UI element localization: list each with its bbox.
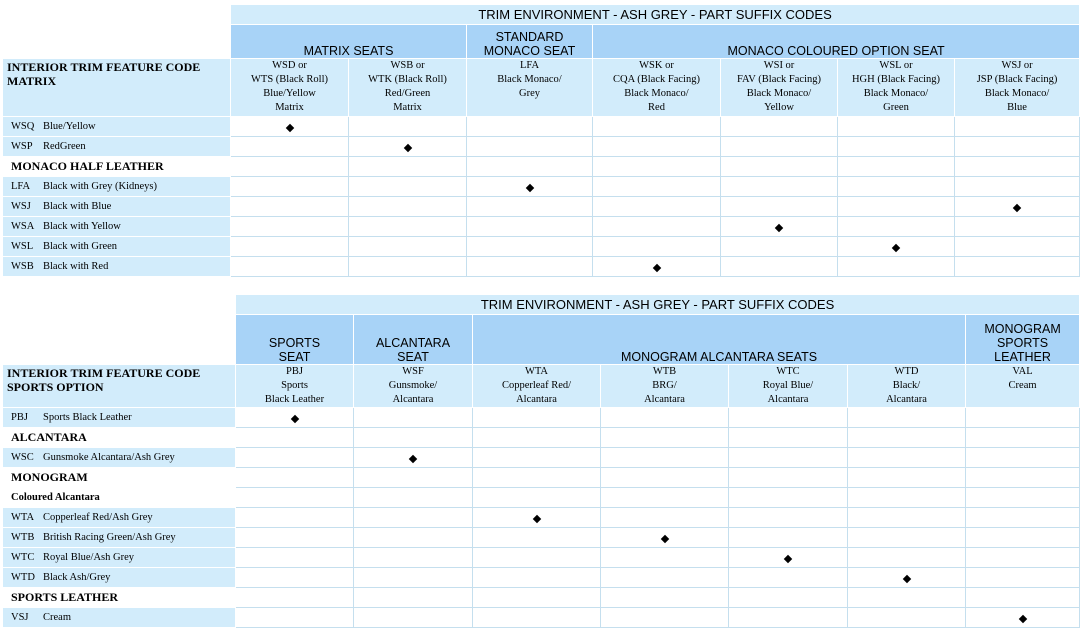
matrix-cell bbox=[729, 468, 848, 488]
matrix-cell bbox=[729, 528, 848, 548]
group-header-matrix-seats: MATRIX SEATS bbox=[231, 25, 467, 59]
matrix-cell bbox=[467, 237, 593, 257]
matrix-cell bbox=[236, 408, 354, 428]
section-row bbox=[3, 488, 1080, 508]
matrix-cell bbox=[966, 528, 1080, 548]
section-row bbox=[3, 468, 1080, 488]
diamond-marker-icon bbox=[290, 415, 298, 423]
matrix-cell bbox=[467, 117, 593, 137]
column-header-line: WTD bbox=[894, 366, 919, 377]
matrix-cell bbox=[593, 237, 721, 257]
row-description: Black with Red bbox=[43, 261, 109, 272]
matrix-cell bbox=[349, 177, 467, 197]
column-header-line: Black Monaco/ bbox=[984, 88, 1050, 99]
section-heading: ALCANTARA bbox=[3, 428, 236, 448]
column-header bbox=[231, 59, 349, 117]
row-label bbox=[3, 137, 231, 157]
matrix-cell bbox=[721, 117, 838, 137]
column-header-line: Alcantara bbox=[767, 394, 809, 405]
matrix-cell bbox=[848, 428, 966, 448]
matrix-cell bbox=[848, 448, 966, 468]
matrix-cell bbox=[354, 568, 473, 588]
row-code: LFA bbox=[11, 181, 31, 192]
matrix-cell bbox=[354, 468, 473, 488]
table-row bbox=[3, 508, 1080, 528]
matrix-cell bbox=[848, 608, 966, 628]
matrix-cell bbox=[838, 117, 955, 137]
row-label bbox=[3, 117, 231, 137]
matrix-cell bbox=[473, 488, 601, 508]
group-header-sports-seat: SPORTS SEAT bbox=[236, 315, 354, 365]
row-code: WTD bbox=[11, 572, 35, 583]
matrix-cell bbox=[231, 217, 349, 237]
column-header-line: WTC bbox=[776, 366, 800, 377]
matrix-cell bbox=[354, 508, 473, 528]
matrix-cell bbox=[473, 448, 601, 468]
table-row bbox=[3, 408, 1080, 428]
row-label bbox=[3, 508, 236, 528]
section-heading: MONOGRAM bbox=[3, 468, 236, 488]
diamond-marker-icon bbox=[652, 264, 660, 272]
row-label bbox=[3, 568, 236, 588]
column-header bbox=[721, 59, 838, 117]
row-description: RedGreen bbox=[43, 141, 86, 152]
row-description: Royal Blue/Ash Grey bbox=[43, 552, 134, 563]
matrix-cell bbox=[955, 157, 1080, 177]
matrix-cell bbox=[231, 177, 349, 197]
table-row bbox=[3, 568, 1080, 588]
diamond-marker-icon bbox=[892, 244, 900, 252]
column-header-line: Black Monaco/ bbox=[624, 88, 689, 99]
column-header-line: Matrix bbox=[393, 102, 422, 113]
row-code: WTB bbox=[11, 532, 35, 543]
section-heading: SPORTS LEATHER bbox=[3, 588, 236, 608]
table-row bbox=[3, 217, 1080, 237]
matrix-cell bbox=[848, 528, 966, 548]
table-corner-label: INTERIOR TRIM FEATURE CODE SPORTS OPTION bbox=[3, 365, 236, 408]
matrix-cell bbox=[354, 448, 473, 468]
matrix-cell bbox=[354, 548, 473, 568]
matrix-cell bbox=[838, 257, 955, 277]
matrix-cell bbox=[848, 568, 966, 588]
column-header-line: WSK or bbox=[639, 60, 674, 71]
matrix-cell bbox=[236, 488, 354, 508]
column-header-line: WTK (Black Roll) bbox=[368, 74, 447, 85]
matrix-cell bbox=[966, 588, 1080, 608]
table-title: TRIM ENVIRONMENT - ASH GREY - PART SUFFIX CODES bbox=[236, 295, 1080, 315]
table-row bbox=[3, 528, 1080, 548]
column-header-line: Yellow bbox=[764, 102, 794, 113]
row-description: Black with Green bbox=[43, 241, 118, 252]
matrix-cell bbox=[729, 408, 848, 428]
matrix-cell bbox=[729, 448, 848, 468]
table-row bbox=[3, 197, 1080, 217]
section-row bbox=[3, 157, 1080, 177]
column-header-line: Gunsmoke/ bbox=[388, 380, 438, 391]
matrix-cell bbox=[729, 568, 848, 588]
matrix-cell bbox=[729, 508, 848, 528]
matrix-cell bbox=[601, 448, 729, 468]
matrix-cell bbox=[966, 568, 1080, 588]
matrix-cell bbox=[838, 217, 955, 237]
column-header-line: WSI or bbox=[763, 60, 795, 71]
matrix-cell bbox=[848, 408, 966, 428]
table-corner-label: INTERIOR TRIM FEATURE CODE MATRIX bbox=[3, 59, 231, 117]
matrix-cell bbox=[966, 488, 1080, 508]
column-header-line: WSJ or bbox=[1001, 60, 1033, 71]
row-code: WSA bbox=[11, 221, 35, 232]
column-header-line: Blue/Yellow bbox=[263, 88, 316, 99]
column-header bbox=[601, 365, 729, 408]
matrix-cell bbox=[729, 428, 848, 448]
matrix-cell bbox=[601, 488, 729, 508]
column-header bbox=[473, 365, 601, 408]
row-description: Blue/Yellow bbox=[43, 121, 96, 132]
matrix-cell bbox=[349, 157, 467, 177]
section-row bbox=[3, 428, 1080, 448]
matrix-cell bbox=[236, 568, 354, 588]
matrix-cell bbox=[231, 257, 349, 277]
diamond-marker-icon bbox=[784, 555, 792, 563]
column-header-line: Black Monaco/ bbox=[497, 74, 562, 85]
column-header-line: Royal Blue/ bbox=[762, 380, 814, 391]
subsection-heading: Coloured Alcantara bbox=[3, 488, 236, 508]
table-row bbox=[3, 608, 1080, 628]
matrix-cell bbox=[236, 508, 354, 528]
matrix-cell bbox=[838, 157, 955, 177]
column-header-line: WSF bbox=[402, 366, 424, 377]
table-row bbox=[3, 448, 1080, 468]
matrix-cell bbox=[473, 508, 601, 528]
matrix-cell bbox=[231, 157, 349, 177]
matrix-cell bbox=[467, 177, 593, 197]
row-label bbox=[3, 257, 231, 277]
row-label bbox=[3, 528, 236, 548]
group-header-monogram-sports-leather: MONOGRAM SPORTS LEATHER bbox=[966, 315, 1080, 365]
column-header-line: WTA bbox=[524, 366, 549, 377]
group-header-monogram-alcantara-seats: MONOGRAM ALCANTARA SEATS bbox=[473, 315, 966, 365]
row-description: Black with Grey (Kidneys) bbox=[43, 181, 158, 192]
column-header bbox=[349, 59, 467, 117]
matrix-cell bbox=[955, 177, 1080, 197]
matrix-cell bbox=[601, 528, 729, 548]
row-label bbox=[3, 177, 231, 197]
matrix-cell bbox=[354, 608, 473, 628]
matrix-cell bbox=[601, 428, 729, 448]
diamond-marker-icon bbox=[409, 455, 417, 463]
matrix-cell bbox=[593, 137, 721, 157]
matrix-cell bbox=[473, 428, 601, 448]
matrix-cell bbox=[593, 157, 721, 177]
matrix-cell bbox=[593, 117, 721, 137]
matrix-cell bbox=[838, 137, 955, 157]
matrix-cell bbox=[354, 428, 473, 448]
matrix-cell bbox=[729, 488, 848, 508]
column-header-line: Alcantara bbox=[516, 394, 557, 405]
matrix-cell bbox=[966, 548, 1080, 568]
matrix-cell bbox=[966, 468, 1080, 488]
matrix-cell bbox=[236, 448, 354, 468]
row-label bbox=[3, 608, 236, 628]
table-title: TRIM ENVIRONMENT - ASH GREY - PART SUFFIX CODES bbox=[231, 5, 1080, 25]
column-header bbox=[467, 59, 593, 117]
matrix-cell bbox=[473, 408, 601, 428]
matrix-cell bbox=[601, 608, 729, 628]
matrix-cell bbox=[955, 217, 1080, 237]
matrix-trim-table bbox=[2, 4, 1080, 277]
column-header bbox=[593, 59, 721, 117]
matrix-cell bbox=[955, 237, 1080, 257]
column-header-line: Matrix bbox=[275, 102, 304, 113]
group-header-alcantara-seat: ALCANTARA SEAT bbox=[354, 315, 473, 365]
column-header-line: Alcantara bbox=[392, 394, 434, 405]
row-code: WSQ bbox=[11, 121, 35, 132]
matrix-cell bbox=[231, 137, 349, 157]
matrix-cell bbox=[721, 177, 838, 197]
row-code: WSB bbox=[11, 261, 34, 272]
matrix-cell bbox=[729, 548, 848, 568]
table-row bbox=[3, 117, 1080, 137]
section-heading: MONACO HALF LEATHER bbox=[3, 157, 231, 177]
matrix-cell bbox=[721, 157, 838, 177]
matrix-cell bbox=[473, 608, 601, 628]
matrix-cell bbox=[593, 197, 721, 217]
matrix-cell bbox=[349, 137, 467, 157]
matrix-cell bbox=[848, 548, 966, 568]
matrix-cell bbox=[467, 257, 593, 277]
matrix-cell bbox=[721, 217, 838, 237]
matrix-cell bbox=[593, 257, 721, 277]
matrix-cell bbox=[966, 608, 1080, 628]
diamond-marker-icon bbox=[660, 535, 668, 543]
matrix-cell bbox=[473, 588, 601, 608]
matrix-cell bbox=[473, 568, 601, 588]
row-description: Cream bbox=[43, 612, 71, 623]
matrix-cell bbox=[966, 428, 1080, 448]
matrix-cell bbox=[966, 508, 1080, 528]
matrix-cell bbox=[601, 468, 729, 488]
column-header-line: Black Monaco/ bbox=[746, 88, 812, 99]
row-description: Black Ash/Grey bbox=[43, 572, 111, 583]
column-header-line: Grey bbox=[519, 88, 540, 99]
diamond-marker-icon bbox=[902, 575, 910, 583]
matrix-cell bbox=[601, 408, 729, 428]
matrix-cell bbox=[955, 257, 1080, 277]
matrix-cell bbox=[955, 137, 1080, 157]
matrix-cell bbox=[848, 468, 966, 488]
matrix-cell bbox=[601, 588, 729, 608]
matrix-cell bbox=[231, 197, 349, 217]
matrix-cell bbox=[231, 237, 349, 257]
row-description: Gunsmoke Alcantara/Ash Grey bbox=[43, 452, 175, 463]
matrix-cell bbox=[467, 217, 593, 237]
column-header-line: Black Leather bbox=[264, 394, 325, 405]
matrix-cell bbox=[601, 508, 729, 528]
matrix-cell bbox=[848, 588, 966, 608]
matrix-cell bbox=[593, 177, 721, 197]
table-row bbox=[3, 257, 1080, 277]
matrix-cell bbox=[729, 608, 848, 628]
matrix-cell bbox=[354, 488, 473, 508]
column-header bbox=[236, 365, 354, 408]
row-description: British Racing Green/Ash Grey bbox=[43, 532, 176, 543]
column-header bbox=[966, 365, 1080, 408]
matrix-cell bbox=[593, 217, 721, 237]
row-label bbox=[3, 237, 231, 257]
column-header-line: Blue bbox=[1007, 102, 1027, 113]
matrix-cell bbox=[236, 588, 354, 608]
matrix-cell bbox=[721, 137, 838, 157]
column-header-line: Alcantara bbox=[644, 394, 685, 405]
matrix-cell bbox=[848, 488, 966, 508]
matrix-cell bbox=[473, 468, 601, 488]
column-header bbox=[729, 365, 848, 408]
matrix-cell bbox=[236, 468, 354, 488]
table-row bbox=[3, 237, 1080, 257]
column-header-line: Green bbox=[883, 102, 909, 113]
matrix-cell bbox=[838, 197, 955, 217]
matrix-cell bbox=[467, 137, 593, 157]
column-header-line: CQA (Black Facing) bbox=[613, 74, 700, 85]
section-row bbox=[3, 588, 1080, 608]
column-header-line: VAL bbox=[1012, 366, 1033, 377]
diamond-marker-icon bbox=[285, 124, 293, 132]
matrix-cell bbox=[349, 197, 467, 217]
matrix-cell bbox=[349, 237, 467, 257]
matrix-cell bbox=[231, 117, 349, 137]
group-header-standard-monaco-seat: STANDARD MONACO SEAT bbox=[467, 25, 593, 59]
column-header-line: LFA bbox=[519, 60, 540, 71]
column-header-line: PBJ bbox=[286, 366, 303, 377]
matrix-cell bbox=[349, 217, 467, 237]
matrix-cell bbox=[236, 528, 354, 548]
row-label bbox=[3, 217, 231, 237]
table-row bbox=[3, 548, 1080, 568]
diamond-marker-icon bbox=[1013, 204, 1021, 212]
matrix-cell bbox=[601, 548, 729, 568]
table-row bbox=[3, 177, 1080, 197]
row-code: WSL bbox=[11, 241, 34, 252]
row-label bbox=[3, 448, 236, 468]
matrix-cell bbox=[966, 408, 1080, 428]
row-code: WSC bbox=[11, 452, 34, 463]
row-description: Sports Black Leather bbox=[43, 412, 132, 423]
column-header-line: WSB or bbox=[390, 60, 425, 71]
row-code: WSJ bbox=[11, 201, 31, 212]
matrix-cell bbox=[236, 428, 354, 448]
column-header-line: WTB bbox=[652, 366, 677, 377]
matrix-cell bbox=[236, 548, 354, 568]
column-header-line: WSL or bbox=[879, 60, 913, 71]
diamond-marker-icon bbox=[1018, 615, 1026, 623]
matrix-cell bbox=[236, 608, 354, 628]
row-description: Black with Blue bbox=[43, 201, 112, 212]
row-code: WTC bbox=[11, 552, 35, 563]
column-header bbox=[955, 59, 1080, 117]
matrix-cell bbox=[354, 588, 473, 608]
sports-trim-table bbox=[2, 294, 1080, 628]
row-label bbox=[3, 548, 236, 568]
row-code: VSJ bbox=[11, 612, 29, 623]
group-header-monaco-coloured-option-seat: MONACO COLOURED OPTION SEAT bbox=[593, 25, 1080, 59]
row-label bbox=[3, 408, 236, 428]
matrix-cell bbox=[955, 117, 1080, 137]
matrix-cell bbox=[848, 508, 966, 528]
column-header-line: JSP (Black Facing) bbox=[976, 74, 1058, 85]
diamond-marker-icon bbox=[532, 515, 540, 523]
column-header-line: Alcantara bbox=[886, 394, 927, 405]
row-description: Copperleaf Red/Ash Grey bbox=[43, 512, 153, 523]
matrix-cell bbox=[721, 197, 838, 217]
column-header-line: FAV (Black Facing) bbox=[737, 74, 821, 85]
matrix-cell bbox=[601, 568, 729, 588]
matrix-cell bbox=[838, 237, 955, 257]
row-description: Black with Yellow bbox=[43, 221, 121, 232]
diamond-marker-icon bbox=[525, 184, 533, 192]
column-header bbox=[848, 365, 966, 408]
column-header-line: WTS (Black Roll) bbox=[251, 74, 328, 85]
matrix-cell bbox=[721, 257, 838, 277]
matrix-cell bbox=[467, 197, 593, 217]
column-header-line: Black Monaco/ bbox=[863, 88, 929, 99]
row-code: WTA bbox=[11, 512, 35, 523]
column-header-line: Red/Green bbox=[384, 88, 431, 99]
matrix-cell bbox=[966, 448, 1080, 468]
row-code: PBJ bbox=[11, 412, 28, 423]
column-header-line: WSD or bbox=[272, 60, 307, 71]
row-label bbox=[3, 197, 231, 217]
matrix-cell bbox=[721, 237, 838, 257]
column-header bbox=[838, 59, 955, 117]
diamond-marker-icon bbox=[403, 144, 411, 152]
matrix-cell bbox=[354, 528, 473, 548]
matrix-cell bbox=[955, 197, 1080, 217]
column-header-line: HGH (Black Facing) bbox=[851, 74, 941, 85]
matrix-cell bbox=[729, 588, 848, 608]
column-header-line: Sports bbox=[281, 380, 308, 391]
column-header bbox=[354, 365, 473, 408]
diamond-marker-icon bbox=[775, 224, 783, 232]
matrix-cell bbox=[838, 177, 955, 197]
matrix-cell bbox=[473, 548, 601, 568]
column-header-line: Cream bbox=[1008, 380, 1037, 391]
matrix-cell bbox=[349, 117, 467, 137]
row-code: WSP bbox=[11, 141, 33, 152]
column-header-line: Red bbox=[648, 102, 665, 113]
column-header-line: Black/ bbox=[892, 380, 921, 391]
matrix-cell bbox=[354, 408, 473, 428]
matrix-cell bbox=[467, 157, 593, 177]
matrix-cell bbox=[473, 528, 601, 548]
column-header-line: BRG/ bbox=[652, 380, 677, 391]
column-header-line: Copperleaf Red/ bbox=[501, 380, 572, 391]
matrix-cell bbox=[349, 257, 467, 277]
table-row bbox=[3, 137, 1080, 157]
